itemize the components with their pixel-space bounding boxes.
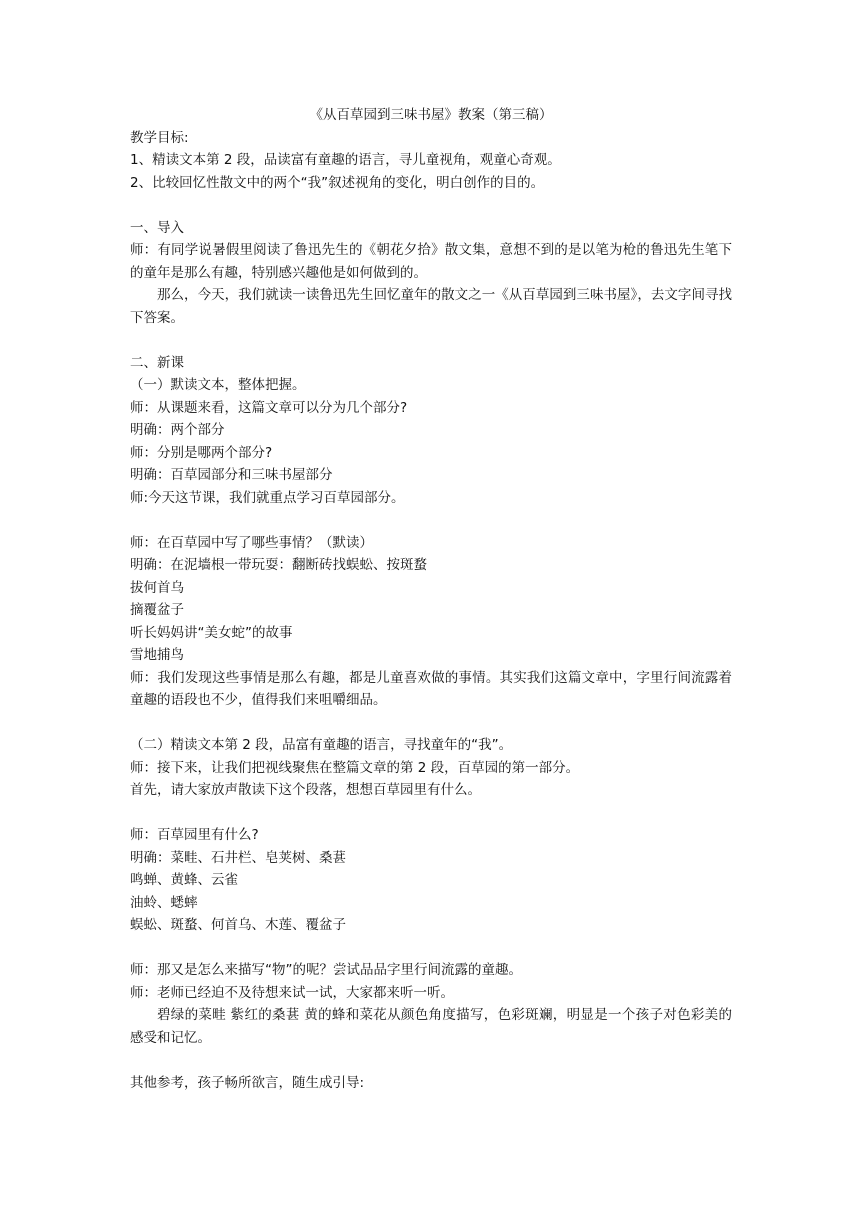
document-title: 《从百草园到三味书屋》教案（第三稿） [309, 107, 553, 123]
blank-line [130, 712, 732, 735]
document-body [130, 127, 732, 1095]
list-line: 蜈蚣、斑蝥、何首乌、木莲、覆盆子 [130, 917, 346, 933]
list-line: 鸣蝉、黄蜂、云雀 [130, 872, 238, 888]
blank-line [130, 509, 732, 532]
dialog-line: 师：从课题来看，这篇文章可以分为几个部分? [130, 399, 408, 416]
dialog-line: 师:今天这节课，我们就重点学习百草园部分。 [130, 489, 405, 506]
intro-paragraph: 师：有同学说暑假里阅读了鲁迅先生的《朝花夕拾》散文集，意想不到的是以笔为枪的鲁迅先生笔下的童年是那么有趣，特别感兴趣他是如何做到的。 [130, 242, 732, 281]
list-line: 听长妈妈讲“美女蛇”的故事 [130, 624, 293, 641]
intro-paragraph-2: 那么，今天，我们就读一读鲁迅先生回忆童年的散文之一《从百草园到三味书屋》，去文字间寻找下答案。 [130, 287, 732, 326]
dialog-line: 师：接下来，让我们把视线聚焦在整篇文章的第 2 段，百草园的第一部分。 [130, 759, 580, 776]
dialog-line: 师：那又是怎么来描写“物”的呢？尝试品品字里行间流露的童趣。 [130, 962, 522, 978]
objective-1: 1、精读文本第 2 段，品读富有童趣的语言，寻儿童视角，观童心奇观。 [130, 152, 561, 168]
dialog-line: 首先，请大家放声散读下这个段落，想想百草园里有什么。 [130, 782, 481, 798]
analysis-paragraph: 碧绿的菜畦 紫红的桑葚 黄的蜂和菜花从颜色角度描写，色彩斑斓，明显是一个孩子对色彩美的感受和记忆。 [130, 1007, 732, 1046]
document-page [130, 104, 732, 1094]
objectives-heading: 教学目标: [130, 129, 189, 146]
blank-line [130, 194, 732, 217]
dialog-line: 师：老师已经迫不及待想来试一试，大家都来听一听。 [130, 984, 454, 1001]
subsection-2-heading: （二）精读文本第 2 段，品富有童趣的语言，寻找童年的“我”。 [130, 737, 513, 753]
closing-line: 其他参考，孩子畅所欲言，随生成引导: [130, 1074, 365, 1091]
dialog-line: 师：分别是哪两个部分? [130, 444, 273, 461]
dialog-line: 师：在百草园中写了哪些事情？（默读） [130, 534, 373, 551]
subsection-1-heading: （一）默读文本，整体把握。 [130, 377, 306, 393]
dialog-line: 明确：百草园部分和三味书屋部分 [130, 467, 333, 483]
section-2-heading: 二、新课 [130, 354, 184, 371]
blank-line [130, 937, 732, 960]
list-line: 摘覆盆子 [130, 602, 184, 618]
list-line: 拔何首乌 [130, 579, 184, 596]
dialog-line: 师：百草园里有什么? [130, 827, 259, 843]
dialog-paragraph: 师：我们发现这些事情是那么有趣，都是儿童喜欢做的事情。其实我们这篇文章中，字里行间流露着童趣的语段也不少，值得我们来咀嚼细品。 [130, 669, 732, 708]
blank-line [130, 1049, 732, 1072]
dialog-line: 明确：两个部分 [130, 422, 225, 438]
list-line: 油蛉、蟋蟀 [130, 894, 198, 911]
blank-line [130, 802, 732, 825]
blank-line [130, 329, 732, 352]
objective-2: 2、比较回忆性散文中的两个“我”叙述视角的变化，明白创作的目的。 [130, 174, 545, 191]
dialog-line: 明确：菜畦、石井栏、皂荚树、桑葚 [130, 849, 346, 866]
list-line: 雪地捕鸟 [130, 647, 184, 663]
dialog-line: 明确：在泥墙根一带玩耍：翻断砖找蜈蚣、按斑蝥 [130, 557, 427, 573]
section-1-heading: 一、导入 [130, 219, 184, 236]
